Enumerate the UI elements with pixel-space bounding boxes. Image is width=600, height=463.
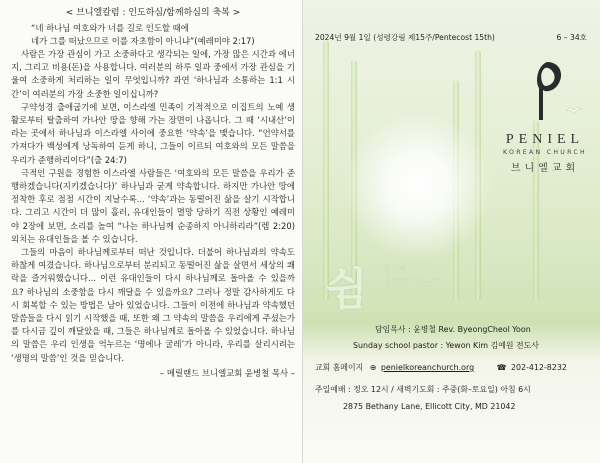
homepage-label: 교회 홈페이지 bbox=[315, 363, 364, 372]
column-paragraph-2: 구약성경 출애굽기에 보면, 이스라엘 민족이 기적적으로 이집트의 노예 생활로부터 탈출하여 가나안 땅을 향해 가는 장면이 나옵니다. 그 때 ‘시내산’이라는 곳에서 하나님과 이스라엘 사이에 중요한 ‘약속’을 맺습니다. “언약서를 가져다가 백성에게 낭독하여 듣게 하니, 그들이 이르되 여호와의 모든 말씀을 우리가 준행하리이다”(출 24:7) bbox=[11, 101, 295, 165]
bulletin-date: 2024년 9월 1일 (성령강림 제15주/Pentecost 15th) bbox=[315, 33, 495, 42]
phone-icon: ☎ bbox=[496, 363, 507, 372]
globe-icon: ⊕ bbox=[369, 363, 377, 372]
bulletin-issue-number: 6 – 34호 bbox=[556, 33, 587, 42]
church-logo bbox=[499, 60, 591, 174]
senior-pastor: 담임목사 : 윤병철 Rev. ByeongCheol Yoon bbox=[375, 325, 531, 334]
right-cover bbox=[303, 0, 600, 463]
scripture-quote-line2: 네가 그를 떠났으므로 이를 자초함이 아니냐”(예레미야 2:17) bbox=[31, 36, 255, 46]
sunday-school-pastor: Sunday school pastor : Yewon Kim 김예원 전도사 bbox=[353, 341, 539, 350]
bulletin-header bbox=[315, 32, 587, 43]
column-article bbox=[11, 7, 295, 380]
homepage-link[interactable]: penielkoreanchurch.org bbox=[380, 363, 475, 372]
column-paragraph-1: 사람은 가장 관심이 가고 소중하다고 생각되는 일에, 가장 많은 시간과 에너지, 그리고 비용(돈)을 사용합니다. 여러분의 하루 일과 중에서 가장 관심을 기울여 소중하게 처리하는 일이 무엇입니까? 과연 ‘하나님과 소통하는 1:1 시간’이 여러분의 가장 소중한 일이십니까? bbox=[11, 49, 295, 99]
column-title: < 브니엘칼럼 : 인도하심/함께하심의 축복 > bbox=[65, 8, 241, 18]
logo-korean-name: 브니엘교회 bbox=[510, 163, 580, 174]
phone-number: 202-412-8232 bbox=[510, 363, 567, 372]
sunlight-glow bbox=[343, 110, 493, 260]
column-paragraph-3: 극적인 구원을 경험한 이스라엘 사람들은 ‘여호와의 모든 말씀을 우리가 준행하겠습니다(지키겠습니다)’ 하나님과 굳게 약속합니다. 하지만 가나안 땅에 정착한 후로 점점 시간이 지날수록... ‘약속’과는 동떨어진 삶을 살기 시작합니다. 그리고 시간이 더 많이 흘러, 유대인들이 멸망 당하기 직전 상황인 예레미야 2장에 보면, 소리를 높여 “나는 하나님께 순종하지 아니하리라”(렘 2:20) 외치는 유대인들을 볼 수 있습니다. bbox=[11, 167, 295, 244]
banner-verse-line1: 평안을 bbox=[383, 264, 407, 273]
homepage-row bbox=[315, 362, 567, 373]
scripture-quote-line1: “네 하나님 여호와가 너를 길로 인도할 때에 bbox=[31, 23, 189, 33]
peniel-logo-mark-icon bbox=[525, 60, 565, 122]
banner-calligraphy: 쉼 bbox=[325, 264, 368, 315]
column-paragraph-4: 그들의 마음이 하나님께로부터 떠난 것입니다. 더불어 하나님과의 약속도 하찮게 여겼습니다. 하나님으로부터 분리되고 동떨어진 삶을 살면서 세상의 쾌락을 즐거워했습니다... 이런 유대인들이 다시 하나님께로 돌아올 수 있을까요? 하나님의 소중함을 다시 깨달을 수 있을까요? 그러나 정말 감사하게도 다시 회복할 수 있는 방법은 남아 있었습니다. 그들이 이전에 하나님과 약속했던 말씀들을 다시 읽기 시작했을 때, 또한 왜 그 약속의 말씀을 우리에게 주셨는가를 다시금 깊이 깨달았을 때, 그들은 하나님께로 돌아올 수 있었습니다. 하나님의 말씀은 우리 인생을 억누르는 ‘명에나 굴레’가 아니라, 우리를 살리시려는 ‘생명의 말씀’인 것을 믿습니다. bbox=[11, 247, 295, 363]
worship-schedule: 주일예배 : 정오 12시 / 새벽기도회 : 주중(화–토요일) 아침 6시 bbox=[315, 385, 531, 394]
banner-verse bbox=[383, 262, 440, 288]
column-signature: – 메릴랜드 브니엘교회 윤병철 목사 – bbox=[160, 367, 295, 378]
logo-peniel-text: PENIEL bbox=[505, 132, 585, 147]
church-address: 2875 Bethany Lane, Ellicott City, MD 21042 bbox=[343, 402, 516, 411]
banner-verse-line2: 너희에게 주노라 bbox=[383, 277, 440, 286]
logo-korean-church-text: KOREAN CHURCH bbox=[503, 149, 587, 156]
